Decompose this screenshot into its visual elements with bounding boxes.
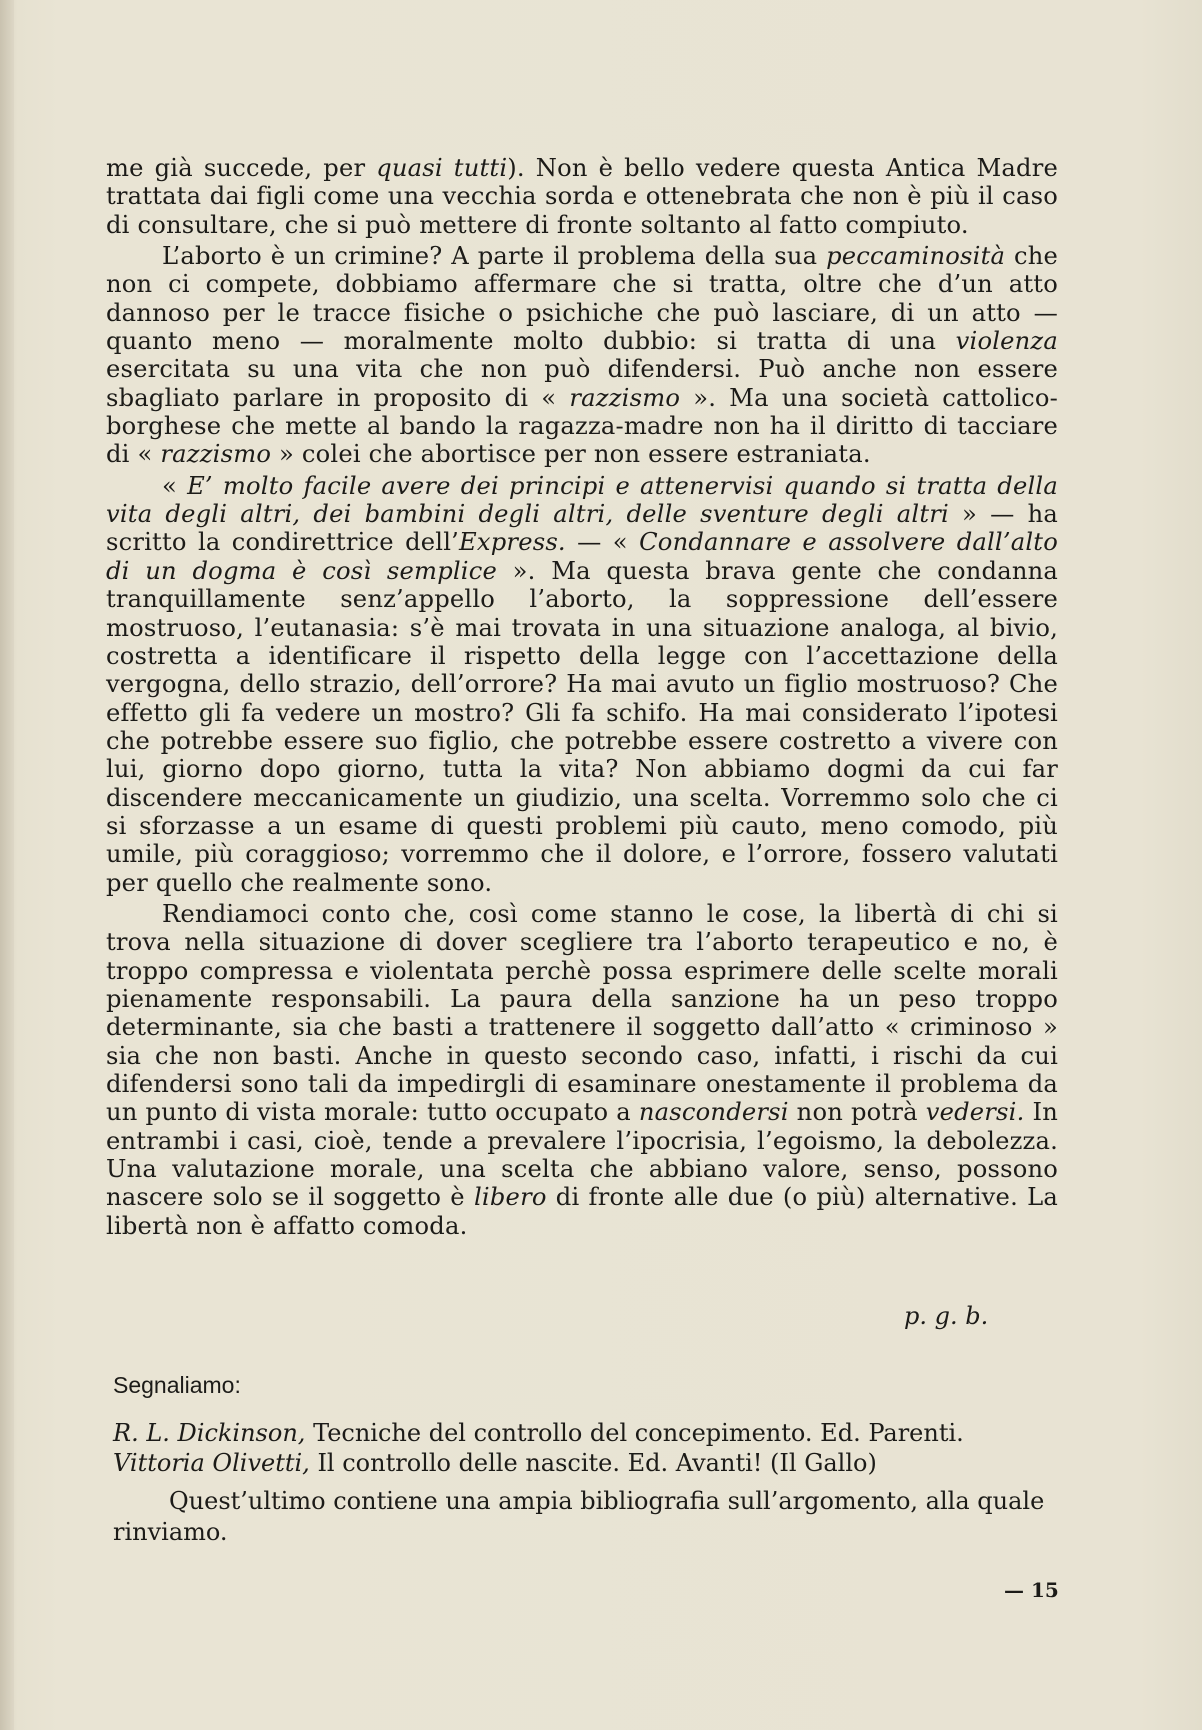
text-run: ». Ma questa brava gente che condanna tranquillamente senz’appello l’aborto, la soppressione dell’essere mostruoso, l’eutanasia: s’è mai trovata in una situazione analoga, al bivio, costretta a identificare il rispetto della legge con l’accettazione della vergogna, dello strazio, dell’orrore? Ha mai avuto un figlio mostruoso? Che effetto gli fa vedere un mostro? Gli fa schifo. Ha mai considerato l’ipotesi che potrebbe essere suo figlio, che potrebbe essere costretto a vivere con lui, giorno dopo giorno, tutta la vita? Non abbiamo dogmi da cui far discendere meccanicamente un giudizio, una scelta. Vorremmo solo che ci si sforzasse a un esame di questi problemi più cauto, meno comodo, più umile, più coraggioso; vorremmo che il dolore, e l’orrore, fossero valutati per quello che realmente sono. <box>106 556 1058 897</box>
paragraph-2 <box>106 242 1058 469</box>
text-run: di fronte alle due (o più) alternative. La libertà non è affatto comoda. <box>106 1183 1059 1240</box>
reference-title: Il controllo delle nascite. Ed. Avanti! (Il Gallo) <box>317 1449 877 1477</box>
text-run: In entrambi i casi, cioè, tende a prevalere l’ipocrisia, l’egoismo, la debolezza. Una valutazione morale, una scelta che abbiano valore, senso, possono nascere solo se il soggetto è <box>106 1098 1058 1212</box>
reference-item <box>113 1448 1063 1478</box>
italic-text: razzismo <box>569 383 681 412</box>
text-run: » colei che abortisce per non essere estraniata. <box>271 440 871 469</box>
paragraph-1 <box>106 154 1058 239</box>
paragraph-4 <box>106 900 1058 1240</box>
paragraph-3 <box>106 472 1058 897</box>
italic-text: Condannare e assolvere dall’alto di un dogma è così semplice <box>106 528 1058 585</box>
text-run: me già succede, per <box>106 154 377 182</box>
text-run: — « <box>565 528 640 557</box>
page-edge-shadow <box>0 0 14 1730</box>
reference-author: Vittoria Olivetti, <box>113 1449 310 1477</box>
italic-text: razzismo <box>160 440 272 469</box>
text-run: esercitata su una vita che non può difendersi. Può anche non essere sbagliato parlare in proposito di « <box>106 355 1058 412</box>
text-run: che non ci compete, dobbiamo affermare che si tratta, oltre che d’un atto dannoso per le tracce fisiche o psichiche che può lasciare, di un atto — quanto meno — moralmente molto dubbio: si tratta di una <box>106 242 1058 356</box>
article-body <box>106 154 1058 1240</box>
italic-text: violenza <box>955 327 1058 356</box>
reference-item <box>113 1418 1063 1448</box>
italic-text: E’ molto facile avere dei principi e attenervisi quando si tratta della vita degli altri, dei bambini degli altri, delle sventure degli altri <box>106 471 1058 529</box>
author-signature: p. g. b. <box>904 1302 989 1330</box>
reference-author: R. L. Dickinson, <box>113 1419 306 1447</box>
italic-text: Express. <box>459 528 566 557</box>
italic-text: libero <box>474 1183 547 1212</box>
reference-title: Tecniche del controllo del concepimento. Ed. Parenti. <box>313 1419 964 1447</box>
italic-text: nascondersi <box>638 1098 789 1127</box>
references-list <box>113 1418 1063 1548</box>
text-run: ). Non è bello vedere questa Antica Madre trattata dai figli come una vecchia sorda e ottenebrata che non è più il caso di consultare, che si può mettere di fronte soltanto al fatto compiuto. <box>106 154 1058 239</box>
references-heading: Segnaliamo: <box>113 1372 241 1398</box>
italic-text: quasi tutti <box>376 154 508 182</box>
page-number: — 15 <box>1004 1578 1059 1602</box>
italic-text: vedersi. <box>925 1098 1025 1127</box>
text-run: L’aborto è un crimine? A parte il problema della sua <box>162 242 827 271</box>
text-run: ». Ma una società cattolico-borghese che mette al bando la ragazza-madre non ha il diritto di tacciare di « <box>106 383 1058 469</box>
text-run: non potrà <box>788 1098 926 1127</box>
text-run: » — ha scritto la condirettrice dell’ <box>106 500 1059 557</box>
references-note: Quest’ultimo contiene una ampia bibliografia sull’argomento, alla quale rinviamo. <box>113 1487 1045 1546</box>
text-run: Rendiamoci conto che, così come stanno le cose, la libertà di chi si trova nella situazione di dover scegliere tra l’aborto terapeutico e no, è troppo compressa e violentata perchè possa esprimere delle scelte morali pienamente responsabili. La paura della sanzione ha un peso troppo determinante, sia che basti a trattenere il soggetto dall’atto « criminoso » sia che non basti. Anche in questo secondo caso, infatti, i rischi da cui difendersi sono tali da impedirgli di esaminare onestamente il problema da un punto di vista morale: tutto occupato a <box>106 899 1058 1127</box>
text-run: « <box>162 471 188 500</box>
italic-text: peccaminosità <box>826 242 1006 271</box>
